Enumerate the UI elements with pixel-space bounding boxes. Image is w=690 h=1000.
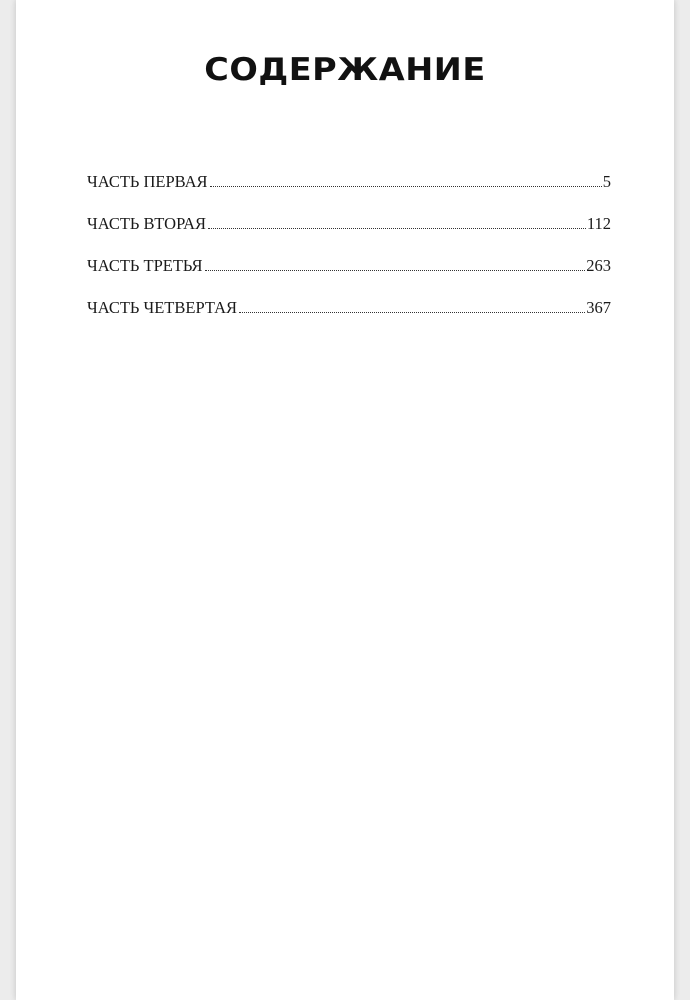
toc-entry-page-number: 5	[602, 172, 611, 191]
toc-entry-page-number: 263	[586, 256, 611, 275]
toc-entry-part-2[interactable]	[87, 214, 611, 256]
toc-leader-dots	[210, 186, 602, 187]
toc-entry-part-1[interactable]	[87, 172, 611, 214]
toc-entry-page-number: 367	[586, 298, 611, 317]
toc-entry-label: ЧАСТЬ ПЕРВАЯ	[87, 172, 208, 191]
toc-entry-page-number: 112	[586, 214, 611, 233]
toc-entry-label: ЧАСТЬ ВТОРАЯ	[87, 214, 207, 233]
toc-entry-part-3[interactable]	[87, 256, 611, 298]
book-page	[16, 0, 674, 1000]
toc-leader-dots	[208, 228, 586, 229]
toc-leader-dots	[205, 270, 586, 271]
page-title: СОДЕРЖАНИЕ	[204, 52, 486, 88]
toc-entry-part-4[interactable]	[87, 298, 611, 340]
table-of-contents	[87, 172, 611, 340]
toc-entry-label: ЧАСТЬ ТРЕТЬЯ	[87, 256, 203, 275]
toc-entry-label: ЧАСТЬ ЧЕТВЕРТАЯ	[87, 298, 238, 317]
toc-leader-dots	[239, 312, 585, 313]
